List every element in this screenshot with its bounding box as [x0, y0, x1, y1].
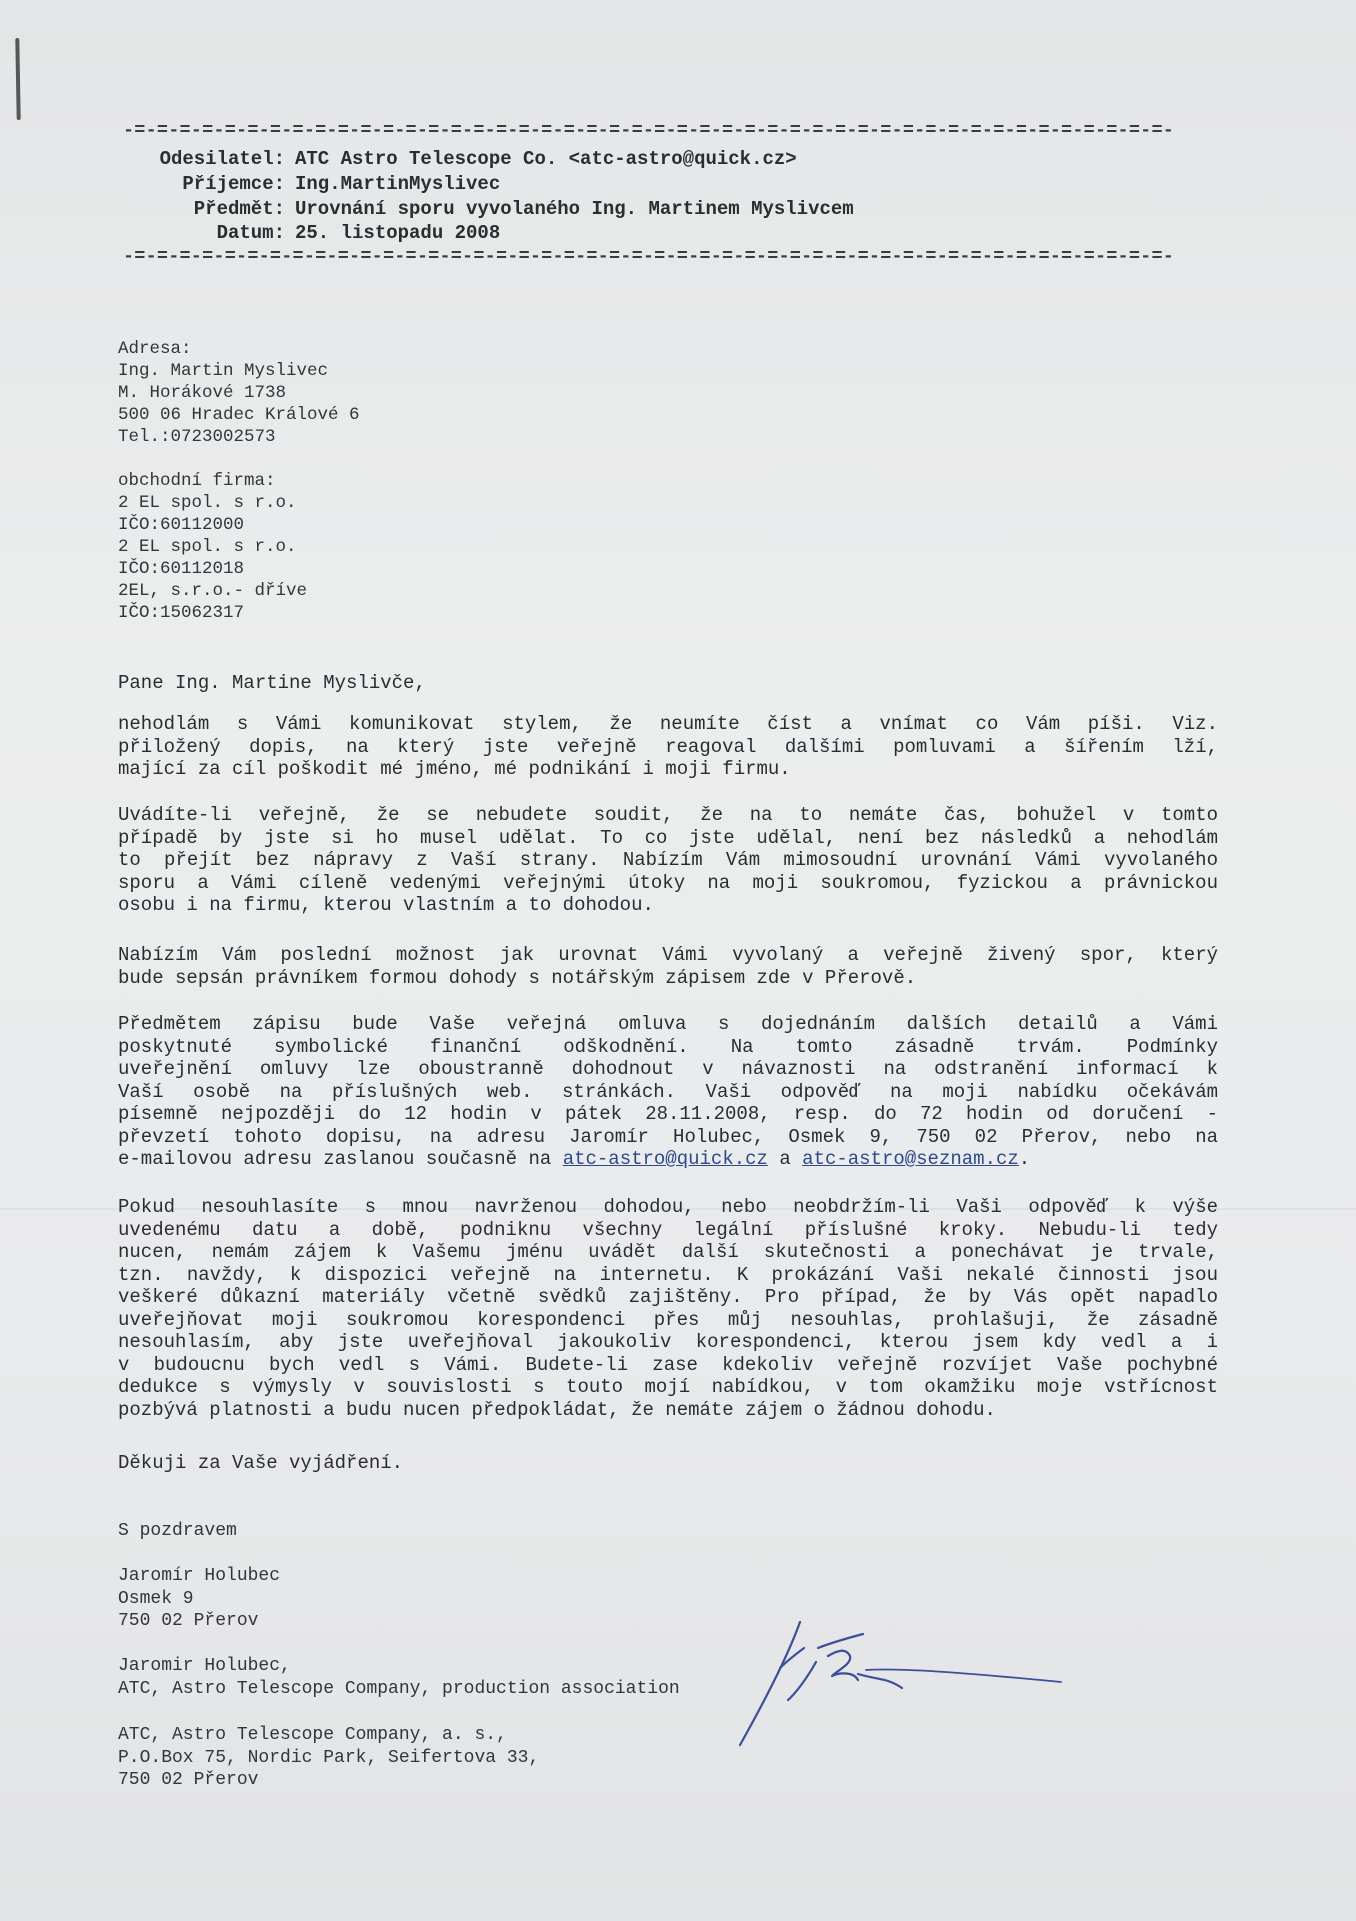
subject-label: Předmět: [193, 198, 285, 220]
greeting: Pane Ing. Martine Myslivče, [118, 672, 426, 694]
subject-value: Urovnání sporu vyvolaného Ing. Martinem Myslivcem [295, 198, 854, 220]
margin-ink-mark [15, 38, 20, 120]
company-line: 2EL, s.r.o.- dříve [118, 581, 308, 601]
sender-row [120, 148, 797, 170]
sender-address-block [118, 1565, 280, 1633]
date-value: 25. listopadu 2008 [295, 222, 501, 244]
date-label: Datum: [216, 222, 285, 244]
signatory-line: ATC, Astro Telescope Company, production association [118, 1678, 680, 1699]
email-link-seznam[interactable]: atc-astro@seznam.cz [802, 1148, 1019, 1170]
header-rule-bottom: -=-=-=-=-=-=-=-=-=-=-=-=-=-=-=-=-=-=-=-=-=-=-=-=-=-=-=-=-=-=-=-=-=-=-=-=-=-=-=-=-=-=-=-=-=-=- [123, 246, 1175, 267]
company-label: obchodní firma: [118, 471, 276, 491]
address-line: Ing. Martin Myslivec [118, 361, 329, 381]
company-line: IČO:60112000 [118, 515, 245, 535]
header-rule-top: -=-=-=-=-=-=-=-=-=-=-=-=-=-=-=-=-=-=-=-=-=-=-=-=-=-=-=-=-=-=-=-=-=-=-=-=-=-=-=-=-=-=-=-=-=-=- [123, 120, 1175, 141]
recipient-label: Příjemce: [182, 173, 285, 195]
company-block [118, 470, 307, 624]
paragraph-4-last-line: e-mailovou adresu zaslanou současně na atc-astro@quick.cz a atc-astro@seznam.cz. [118, 1148, 1031, 1170]
recipient-value: Ing.MartinMyslivec [295, 173, 501, 195]
sender-label: Odesilatel: [159, 148, 285, 170]
company-line: IČO:15062317 [118, 603, 245, 623]
company-address-block [118, 1724, 539, 1792]
paragraph-4: Předmětem zápisu bude Vaše veřejná omluva s dojednáním dalších detailů a Vámi poskytnuté symbolické finanční odškodnění. Na tomto zásadně trvám. Podmínky uveřejnění omluvy lze oboustranně dohodnout v návaznosti na odstranění informací k Vaší osobě na příslušných web. stránkách. Vaši odpověď na moji nabídku očekávám písemně nejpozději do 12 hodin v pátek 28.11.2008, resp. do 72 hodin od doručení - převzetí tohoto dopisu, na adresu Jaromír Holubec, Osmek 9, 750 02 Přerov, nebo na e-mailovou adresu zaslanou současně na atc-astro@quick.cz a atc-astro@seznam.cz. [118, 1013, 1218, 1170]
address-block [118, 338, 360, 448]
salutation: S pozdravem [118, 1521, 237, 1541]
address-line: 500 06 Hradec Králové 6 [118, 405, 360, 425]
company-address-line: P.O.Box 75, Nordic Park, Seifertova 33, [118, 1747, 540, 1768]
company-address-line: ATC, Astro Telescope Company, a. s., [118, 1725, 507, 1745]
subject-row [120, 198, 854, 220]
thanks-line: Děkuji za Vaše vyjádření. [118, 1452, 404, 1474]
recipient-row [120, 173, 500, 195]
address-label: Adresa: [118, 339, 192, 359]
paragraph-2: Uvádíte-li veřejně, že se nebudete soudit, že na to nemáte čas, bohužel v tomto případě by jste si ho musel udělat. To co jste udělal, není bez následků a nehodlám to přejít bez nápravy z Vaší strany. Nabízím Vám mimosoudní urovnání Vámi vyvolaného sporu a Vámi cíleně vedenými veřejnými útoky na moji soukromou, fyzickou a právnickou osobu i na firmu, kterou vlastním a to dohodou. [118, 804, 1218, 916]
signatory-block [118, 1655, 680, 1700]
paragraph-1: nehodlám s Vámi komunikovat stylem, že neumíte číst a vnímat co Vám píši. Viz. přiložený dopis, na který jste veřejně reagoval dalšími pomluvami a šířením lží, mající za cíl poškodit mé jméno, mé podnikání i moji firmu. [118, 713, 1218, 780]
paragraph-3: Nabízím Vám poslední možnost jak urovnat Vámi vyvolaný a veřejně živený spor, který bude sepsán právníkem formou dohody s notářským zápisem zde v Přerově. [118, 944, 1218, 989]
company-line: IČO:60112018 [118, 559, 245, 579]
paragraph-5: Pokud nesouhlasíte s mnou navrženou dohodou, nebo neobdržím-li Vaši odpověď k výše uvedenému datu a době, podniknu všechny legální příslušné kroky. Nebudu-li tedy nucen, nemám zájem k Vašemu jménu uvádět další skutečnosti a ponechávat je trvale, tzn. navždy, k dispozici veřejně na internetu. K prokázání Vaši nekalé činnosti jsou veškeré důkazní materiály včetně svědků zajištěny. Pro případ, že by Vás opět napadlo uveřejňovat moji soukromou korespondenci přes můj nesouhlas, prohlašuji, že zásadně nesouhlasím, aby jste uveřejňoval jakoukoliv korespondenci, kterou jsem kdy vedl a i v budoucnu bych vedl s Vámi. Budete-li zase kdekoliv veřejně rozvíjet Vaše pochybné dedukce s výmysly v souvislosti s touto mojí nabídkou, v tom okamžiku moje vstřícnost pozbývá platnosti a budu nucen předpokládat, že nemáte zájem o žádnou dohodu. [118, 1196, 1218, 1421]
company-line: 2 EL spol. s r.o. [118, 537, 297, 557]
sender-value: ATC Astro Telescope Co. <atc-astro@quick.cz> [295, 148, 797, 170]
company-line: 2 EL spol. s r.o. [118, 493, 297, 513]
signatory-line: Jaromir Holubec, [118, 1656, 291, 1676]
address-line: Tel.:0723002573 [118, 427, 276, 447]
sender-line: Osmek 9 [118, 1588, 194, 1609]
date-row [120, 222, 500, 244]
sender-line: Jaromír Holubec [118, 1566, 281, 1586]
address-line: M. Horákové 1738 [118, 383, 287, 403]
company-address-line: 750 02 Přerov [118, 1770, 259, 1790]
handwritten-signature [728, 1620, 1068, 1750]
sender-line: 750 02 Přerov [118, 1611, 259, 1631]
email-link-quick[interactable]: atc-astro@quick.cz [562, 1148, 768, 1170]
